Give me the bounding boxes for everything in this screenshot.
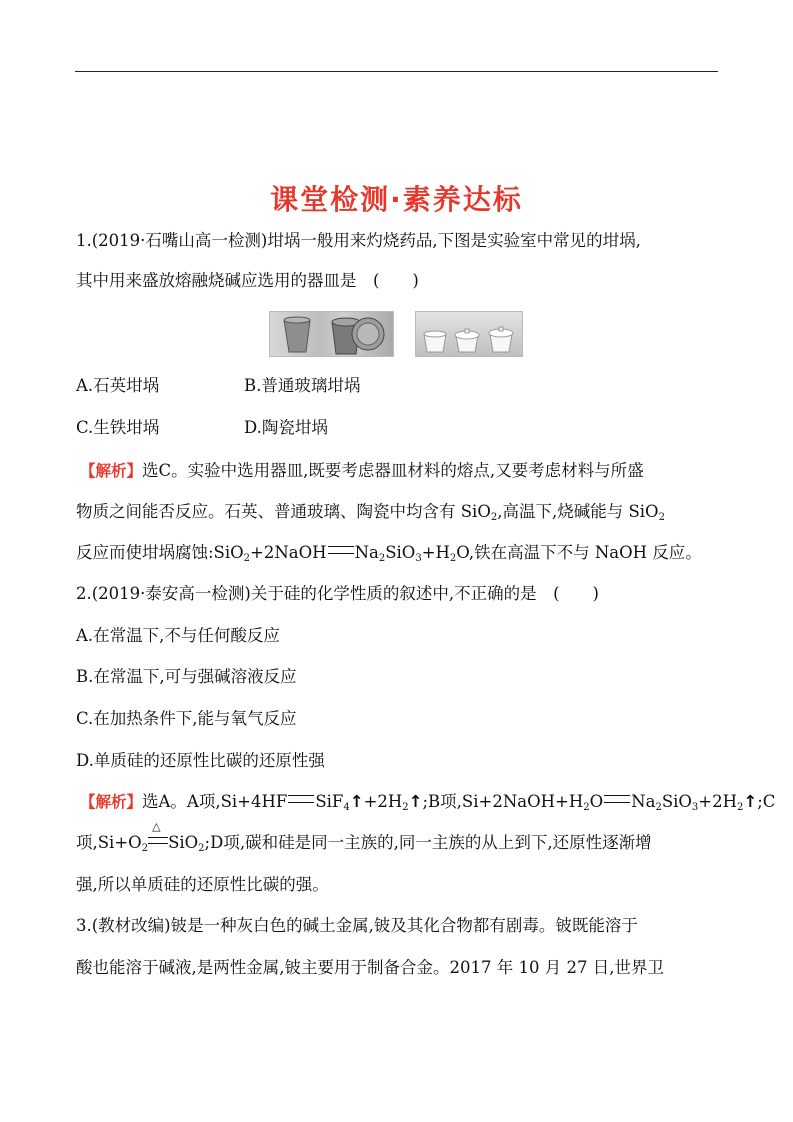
q1-stem-line1: 1.(2019·石嘴山高一检测)坩埚一般用来灼烧药品,下图是实验室中常见的坩埚, (76, 231, 641, 250)
gas-arrow-icon: ↑ (743, 792, 758, 811)
q2-stem: 2.(2019·泰安高一检测)关于硅的化学性质的叙述中,不正确的是 ( ) (76, 584, 599, 603)
q2-analysis-line2: 项$,Si+O_2$ △ SiO$_2$;D项,碳和硅是同一主族的,同一主族的从上到下,还原性逐渐增 (76, 820, 652, 854)
q2-option-c: C.在加热条件下,能与氧气反应 (76, 709, 297, 728)
crucible-photo-metal (269, 311, 394, 357)
equals-sign (604, 795, 630, 803)
q3-stem-line2: 酸也能溶于碱液,是两性金属,铍主要用于制备合金。2017 年 10 月 27 日,世界卫 (76, 958, 664, 977)
q2-analysis-line3: 强,所以单质硅的还原性比碳的强。 (76, 875, 329, 894)
q1-option-d: D.陶瓷坩埚 (244, 418, 328, 437)
gas-arrow-icon: ↑ (349, 792, 364, 811)
analysis-tag: 【解析】 (80, 793, 143, 811)
heating-condition-icon: △ (148, 832, 168, 854)
gas-arrow-icon: ↑ (408, 792, 423, 811)
q2-option-d: D.单质硅的还原性比碳的还原性强 (76, 751, 325, 770)
header-rule (75, 71, 718, 72)
q1-analysis-line3: 反应而使坩埚腐蚀:SiO$_2$+2NaOH $Na_2SiO_3+H_2O$,铁在高温下不与 NaOH 反应。 (76, 543, 702, 564)
q1-stem-line2: 其中用来盛放熔融烧碱应选用的器皿是 ( ) (76, 271, 419, 290)
equals-sign (288, 795, 314, 803)
q1-option-b: B.普通玻璃坩埚 (244, 376, 361, 395)
page-title: 课堂检测·素养达标 (270, 183, 523, 216)
crucible-photo-porcelain (415, 311, 523, 357)
q2-analysis-line1: 【解析】选A。A项,Si+4HF $SiF_4↑+2H_2↑;B$项$,Si+2NaOH+H_2O$ $Na_2SiO_3+2H_2↑;C$ (80, 792, 776, 813)
q2-option-b: B.在常温下,可与强碱溶液反应 (76, 667, 297, 686)
metal-crucibles-image (270, 312, 393, 356)
equals-sign (328, 546, 354, 554)
analysis-tag: 【解析】 (80, 462, 143, 480)
q1-option-c: C.生铁坩埚 (76, 418, 160, 437)
q1-analysis-line2: 物质之间能否反应。石英、普通玻璃、陶瓷中均含有 SiO$_2$,高温下,烧碱能与 SiO$_2$ (76, 502, 665, 523)
q1-analysis-line1: 【解析】选C。实验中选用器皿,既要考虑器皿材料的熔点,又要考虑材料与所盛 (80, 461, 644, 480)
q2-option-a: A.在常温下,不与任何酸反应 (76, 626, 280, 645)
q3-stem-line1: 3.(教材改编)铍是一种灰白色的碱土金属,铍及其化合物都有剧毒。铍既能溶于 (76, 916, 638, 935)
q1-option-a: A.石英坩埚 (76, 376, 160, 395)
porcelain-crucibles-image (416, 312, 522, 356)
